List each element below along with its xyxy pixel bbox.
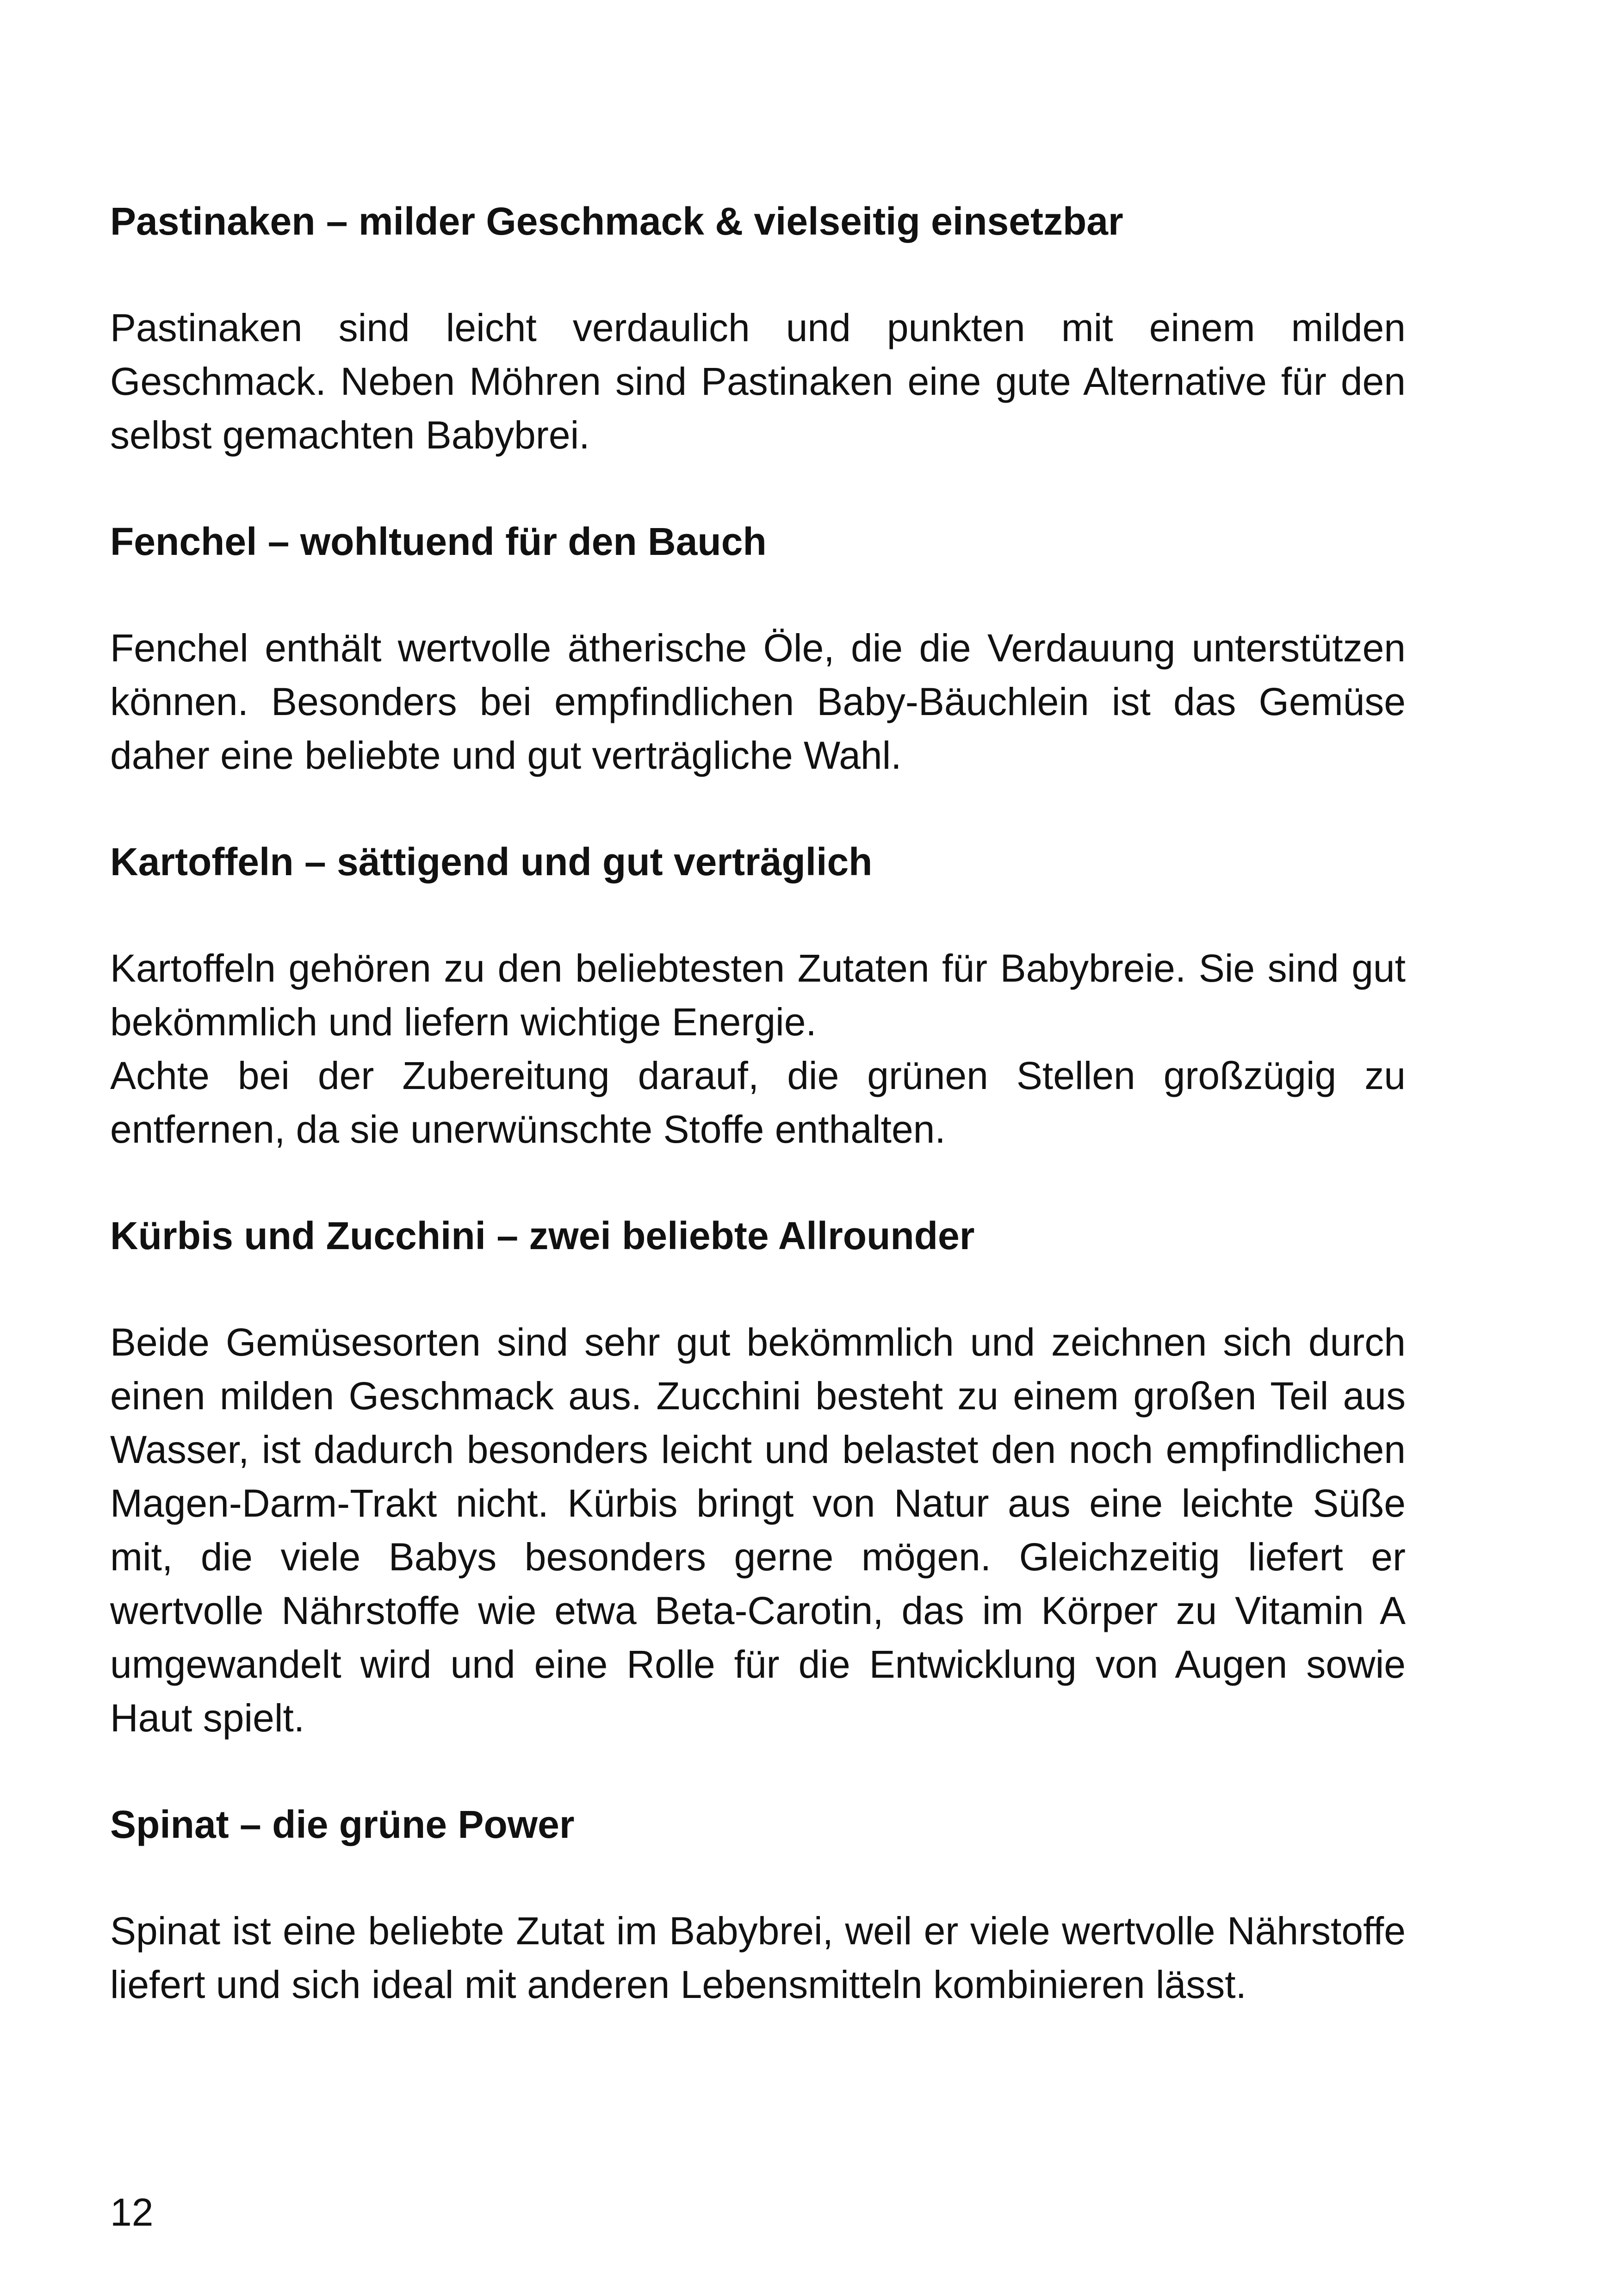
page-content — [110, 194, 1406, 2011]
paragraph: Achte bei der Zubereitung darauf, die grünen Stellen großzügig zu entfernen, da sie unerwünschte Stoffe enthalten. — [110, 1054, 1406, 1151]
paragraph: Pastinaken sind leicht verdaulich und punkten mit einem milden Geschmack. Neben Möhren sind Pastinaken eine gute Alternative für den selbst gemachten Babybrei. — [110, 306, 1406, 457]
section-body-fenchel — [110, 621, 1406, 782]
section-body-kuerbis-zucchini — [110, 1315, 1406, 1745]
section-heading-kartoffeln: Kartoffeln – sättigend und gut verträglich — [110, 840, 873, 884]
section-heading-pastinaken: Pastinaken – milder Geschmack & vielseitig einsetzbar — [110, 199, 1123, 243]
paragraph: Beide Gemüsesorten sind sehr gut bekömmlich und zeichnen sich durch einen milden Geschmack aus. Zucchini besteht zu einem großen Teil aus Wasser, ist dadurch besonders leicht und belastet den noch empfindlichen Magen-Darm-Trakt nicht. Kürbis bringt von Natur aus eine leichte Süße mit, die viele Babys besonders gerne mögen. Gleichzeitig liefert er wertvolle Nährstoffe wie etwa Beta-Carotin, das im Körper zu Vitamin A umgewandelt wird und eine Rolle für die Entwicklung von Augen sowie Haut spielt. — [110, 1320, 1406, 1740]
paragraph: Fenchel enthält wertvolle ätherische Öle, die die Verdauung unterstützen können. Besonders bei empfindlichen Baby-Bäuchlein ist das Gemüse daher eine beliebte und gut verträgliche Wahl. — [110, 626, 1406, 777]
section-body-kartoffeln — [110, 941, 1406, 1156]
page-number: 12 — [110, 2190, 154, 2234]
section-body-spinat — [110, 1904, 1406, 2011]
section-heading-fenchel: Fenchel – wohltuend für den Bauch — [110, 520, 767, 563]
section-body-pastinaken — [110, 301, 1406, 462]
section-heading-spinat: Spinat – die grüne Power — [110, 1803, 575, 1846]
paragraph: Spinat ist eine beliebte Zutat im Babybrei, weil er viele wertvolle Nährstoffe liefert und sich ideal mit anderen Lebensmitteln kombinieren lässt. — [110, 1909, 1406, 2006]
paragraph: Kartoffeln gehören zu den beliebtesten Zutaten für Babybreie. Sie sind gut bekömmlich und liefern wichtige Energie. — [110, 946, 1406, 1044]
section-heading-kuerbis-zucchini: Kürbis und Zucchini – zwei beliebte Allrounder — [110, 1214, 975, 1257]
